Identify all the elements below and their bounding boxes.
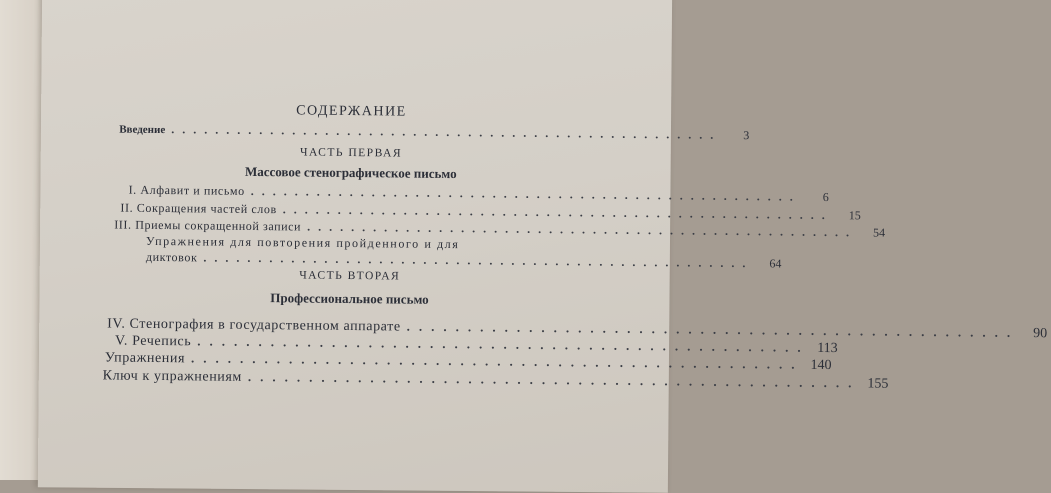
part-two-title: Профессиональное письмо [270, 290, 429, 307]
part-one-label: ЧАСТЬ ПЕРВАЯ [299, 146, 403, 160]
dot-leader: .................................................. [247, 368, 861, 391]
toc-entry-title: I. Алфавит и письмо [128, 182, 245, 198]
toc-entry-title: Ключ к упражнениям [102, 368, 243, 385]
toc-entry-page: 113 [817, 340, 838, 357]
toc-entry-page: 90 [1033, 326, 1048, 342]
contents-heading: СОДЕРЖАНИЕ [296, 103, 407, 120]
dot-leader: .................................................. [250, 183, 801, 204]
dot-leader: .................................................. [197, 333, 810, 355]
dot-leader: .................................................. [406, 318, 1020, 341]
toc-entry-page: 6 [822, 189, 829, 205]
toc-entry-title-continued: диктовок [145, 249, 198, 265]
dot-leader: .................................................. [203, 250, 754, 271]
dot-leader: .................................................. [190, 350, 804, 372]
toc-entry-title: IV. Стенография в государственном аппарате [107, 316, 401, 335]
toc-entry-title: II. Сокращения частей слов [120, 200, 277, 217]
part-two-label: ЧАСТЬ ВТОРАЯ [299, 269, 401, 283]
toc-entry-7 [102, 367, 889, 392]
toc-entry-title: III. Приемы сокращенной записи [114, 217, 302, 234]
toc-entry-title: Упражнения [104, 350, 186, 367]
dot-leader: .................................................. [171, 122, 722, 142]
toc-entry-page: 54 [873, 225, 886, 240]
toc-entry-page: 15 [848, 208, 861, 223]
dot-leader: .................................................. [282, 202, 833, 223]
part-one-title: Массовое стенографическое письмо [244, 163, 457, 182]
toc-entry-title: V. Речепись [114, 333, 192, 350]
toc-entry-intro [119, 122, 750, 145]
toc-entry-title: Введение [119, 123, 166, 137]
toc-entry-page: 140 [810, 357, 832, 374]
toc-entry-page: 155 [867, 376, 889, 392]
toc-entry-title: Упражнения для повторения пройденного и для [146, 233, 460, 252]
toc-entry-page: 3 [743, 128, 750, 143]
dot-leader: .................................................. [307, 219, 858, 240]
toc-entry-page: 64 [769, 256, 782, 271]
